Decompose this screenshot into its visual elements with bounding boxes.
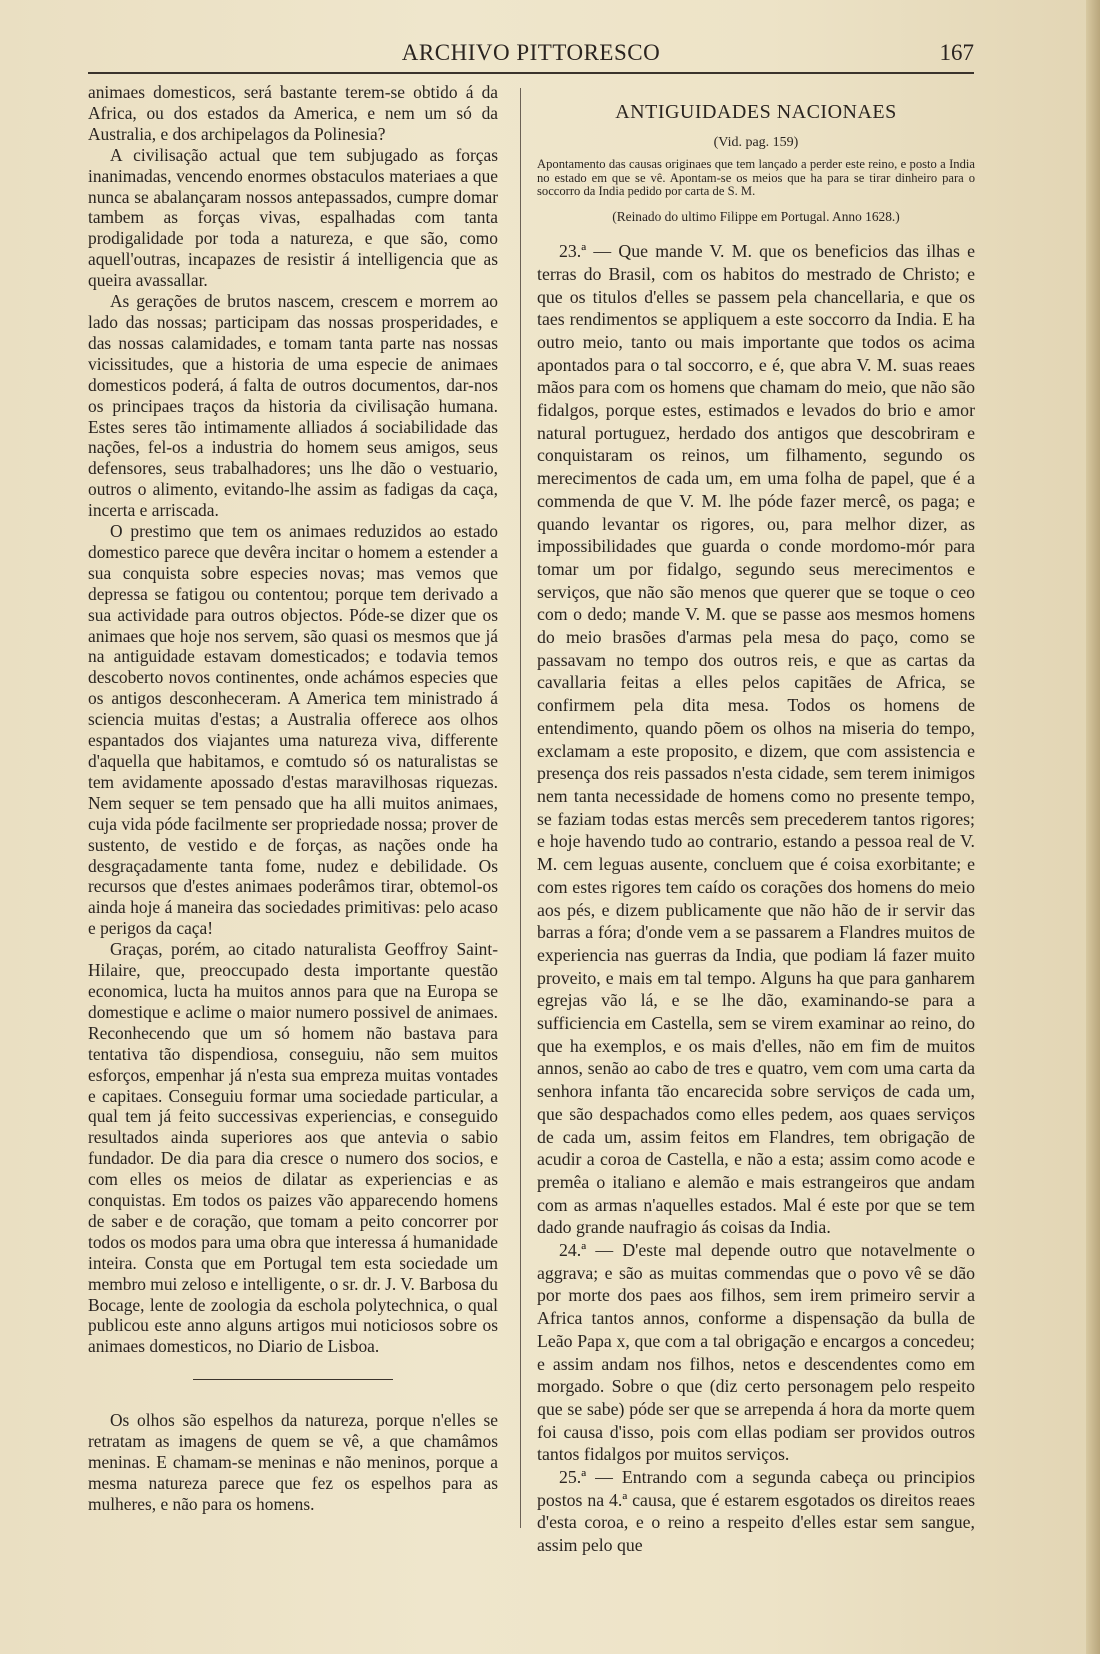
section-summary: Apontamento das causas originaes que tem lançado a perder este reino, e posto a India no estado em que se vê. Apontam-se os meios que ha para se tirar dinheiro para o soccorro da India pedido por carta de S. M. (537, 156, 975, 199)
paragraph: 23.ª — Que mande V. M. que os beneficios das ilhas e terras do Brasil, com os habitos do mestrado de Christo; e que os titulos d'elles se passem pela chancellaria, e que os taes rendimentos se appliquem a este soccorro da India. E ha outro meio, tanto ou mais importante que todos os acima apontados para o tal soccorro, e é, que abra V. M. suas reaes mãos para com os homens que chamam do meio, que não são fidalgos, porque estes, estimados e levados do brio e amor natural portuguez, herdado dos antigos que descobriram e conquistaram os reinos, um filhamento, segundo os merecimentos de cada um, em uma folha de papel, que é a commenda de que V. M. lhe póde fazer mercê, os paga; e quando levantar os rigores, ou, para melhor dizer, as impossibilidades que guarda o conde mordomo-mór para tomar um por fidalgo, segundo seus merecimentos e serviços, que não são menos que querer que se toque o ceo com o dedo; mande V. M. que se passe aos mesmos homens do meio brasões d'armas pela mesa do paço, como se passavam no tempo dos outros reis, e que as cartas da cavallaria feitas a elles pelos capitães de Africa, se confirmem pela dita mesa. Todos os homens de entendimento, quando põem os olhos na miseria do tempo, exclamam a este proposito, e dizem, que com assistencia e presença dos reis passados n'esta cidade, sem terem inimigos nem tanta necessidade de homens como no presente tempo, se faziam todas estas mercês sem precederem tantos rigores; e hoje havendo tudo ao contrario, estando a pessoa real de V. M. cem leguas ausente, concluem que é coisa exorbitante; e com estes rigores tem caído os corações dos homens do meio aos pés, e dizem publicamente que não hão de ir servir das barras a fóra; d'onde vem a se passarem a Flandres muitos de experiencia nas guerras da India, que podiam lá fazer muito proveito, e mais em tal tempo. Alguns ha que para ganharem egrejas vão lá, e se lhe dão, examinando-se para a sufficiencia em Castella, sem se virem examinar ao reino, do que ha exemplos, e os mais d'elles, não em fim de muitos annos, senão ao cabo de tres e quatro, vem com uma carta da senhora infanta tão encarecida sobre serviços de cada um, que são despachados como elles pedem, aos quaes serviços de cada um, assim feitos em Flandres, tem obrigação de acudir a coroa de Castella, e não a esta; assim como acode e premêa o italiano e alemão e mais estrangeiros que andam com as armas n'aquelles estados. Mal é este por que se tem dado grande naufragio ás coisas da India. (537, 241, 975, 1238)
paragraph: Os olhos são espelhos da natureza, porque n'elles se retratam as imagens de quem se vê, a que chamâmos meninas. E chamam-se meninas e não meninos, porque a mesma natureza parece que fez os espelhos para as mulheres, e não para os homens. (88, 1410, 498, 1514)
page-number: 167 (939, 40, 974, 65)
section-separator (193, 1379, 393, 1380)
paragraph: O prestimo que tem os animaes reduzidos ao estado domestico parece que devêra incitar o homem a estender a sua conquista sobre especies novas; mas vemos que depressa se fatigou ou contentou; porque tem derivado a sua actividade para outros objectos. Póde-se dizer que os animaes que hoje nos servem, são quasi os mesmos que já na antiguidade estavam domesticados; e todavia temos descoberto novos continentes, onde achámos especies que os antigos desconheceram. A America tem ministrado á sciencia muitas d'estas; a Australia offerece aos olhos espantados dos viajantes uma natureza viva, differente d'aquella que habitamos, e comtudo só os naturalistas se tem avidamente apossado d'estas maravilhosas riquezas. Nem sequer se tem pensado que ha alli muitos animaes, cuja vida póde facilmente ser propriedade nossa; prover de sustento, de vestido e de forças, as nações onde ha desgraçadamente tanta fome, nudez e debilidade. Os recursos que d'estes animaes poderâmos tirar, obtemol-os ainda hoje á maneira das sociedades primitivas: pelo acaso e perigos da caça! (88, 521, 498, 939)
paragraph: A civilisação actual que tem subjugado as forças inanimadas, vencendo enormes obstaculos materiaes a que nunca se abalançaram nossos antepassados, cumpre domar tambem as forças vivas, espalhadas com tanta prodigalidade por toda a natureza, e que são, como aquell'outras, incapazes de resistir á intelligencia que as queira avassallar. (88, 144, 498, 291)
left-column (88, 82, 498, 1515)
paragraph: 25.ª — Entrando com a segunda cabeça ou principios postos na 4.ª causa, que é estarem esgotados os direitos reaes d'esta coroa, e o reino a respeito d'elles estar sem sangue, assim pelo que (537, 1467, 975, 1556)
header-rule (88, 72, 974, 74)
paragraph: animaes domesticos, será bastante terem-se obtido á da Africa, ou dos estados da America, e nem um só da Australia, e dos archipelagos da Polinesia? (88, 82, 498, 144)
paragraph: 24.ª — D'este mal depende outro que notavelmente o aggrava; e são as muitas commendas que o povo vê se dão por morte dos paes aos filhos, sem irem primeiro servir a Africa tantos annos, conforme a dispensação da bulla de Leão Papa x, que com a tal obrigação e encargos a concedeu; e assim andam nos filhos, netos e descendentes como em morgado. Sobre o que (diz certo personagem pelo respeito que se sabe) póde ser que se arrependa á hora da morte quem foi causa d'isso, pois com ellas podiam ser providos outros tantos fidalgos por muitos serviços. (537, 1240, 975, 1465)
column-divider (520, 88, 521, 1528)
reign-note: (Reinado do ultimo Filippe em Portugal. Anno 1628.) (612, 209, 900, 225)
page-header (88, 40, 974, 70)
paragraph: Graças, porém, ao citado naturalista Geoffroy Saint-Hilaire, que, preoccupado desta importante questão economica, lucta ha muitos annos para que na Europa se domestique e aclime o maior numero possivel de animaes. Reconhecendo que um só homem não bastava para tentativa tão dispendiosa, conseguiu, não sem muitos esforços, empenhar já n'esta sua empreza muitas vontades e capitaes. Conseguiu formar uma sociedade particular, a qual tem já feito successivas experiencias, e conseguido resultados ainda superiores aos que antevia o sabio fundador. De dia para dia cresce o numero dos socios, e com elles os meios de dilatar as experiencias e as conquistas. Em todos os paizes vão apparecendo homens de saber e de coração, que tomam a peito concorrer por todos os modos para uma obra que interessa á humanidade inteira. Consta que em Portugal tem esta sociedade um membro mui zeloso e intelligente, o sr. dr. J. V. Barbosa du Bocage, lente de zoologia da eschola polytechnica, o qual publicou este anno alguns artigos mui noticiosos sobre os animaes domesticos, no Diario de Lisboa. (88, 939, 498, 1357)
article-body (537, 240, 975, 1557)
section-title: ANTIGUIDADES NACIONAES (615, 101, 897, 123)
running-title: ARCHIVO PITTORESCO (401, 40, 661, 65)
paragraph: As gerações de brutos nascem, crescem e morrem ao lado das nossas; participam das nossas prosperidades, e das nossas calamidades, e tomam tanta parte nas nossas vicissitudes, que a historia de uma especie de animaes domesticos poderá, á falta de outros documentos, dar-nos os principaes traços da historia da civilisação humana. Estes seres tão intimamente alliados á sociabilidade das nações, fel-os a industria do homem seus amigos, seus defensores, seus trabalhadores; uns lhe dão o vestuario, outros o alimento, evitando-lhe assim as fadigas da caça, incerta e arriscada. (88, 291, 498, 521)
page-edge (1086, 0, 1100, 1654)
right-column (537, 82, 975, 1557)
reference-note: (Vid. pag. 159) (713, 134, 799, 150)
